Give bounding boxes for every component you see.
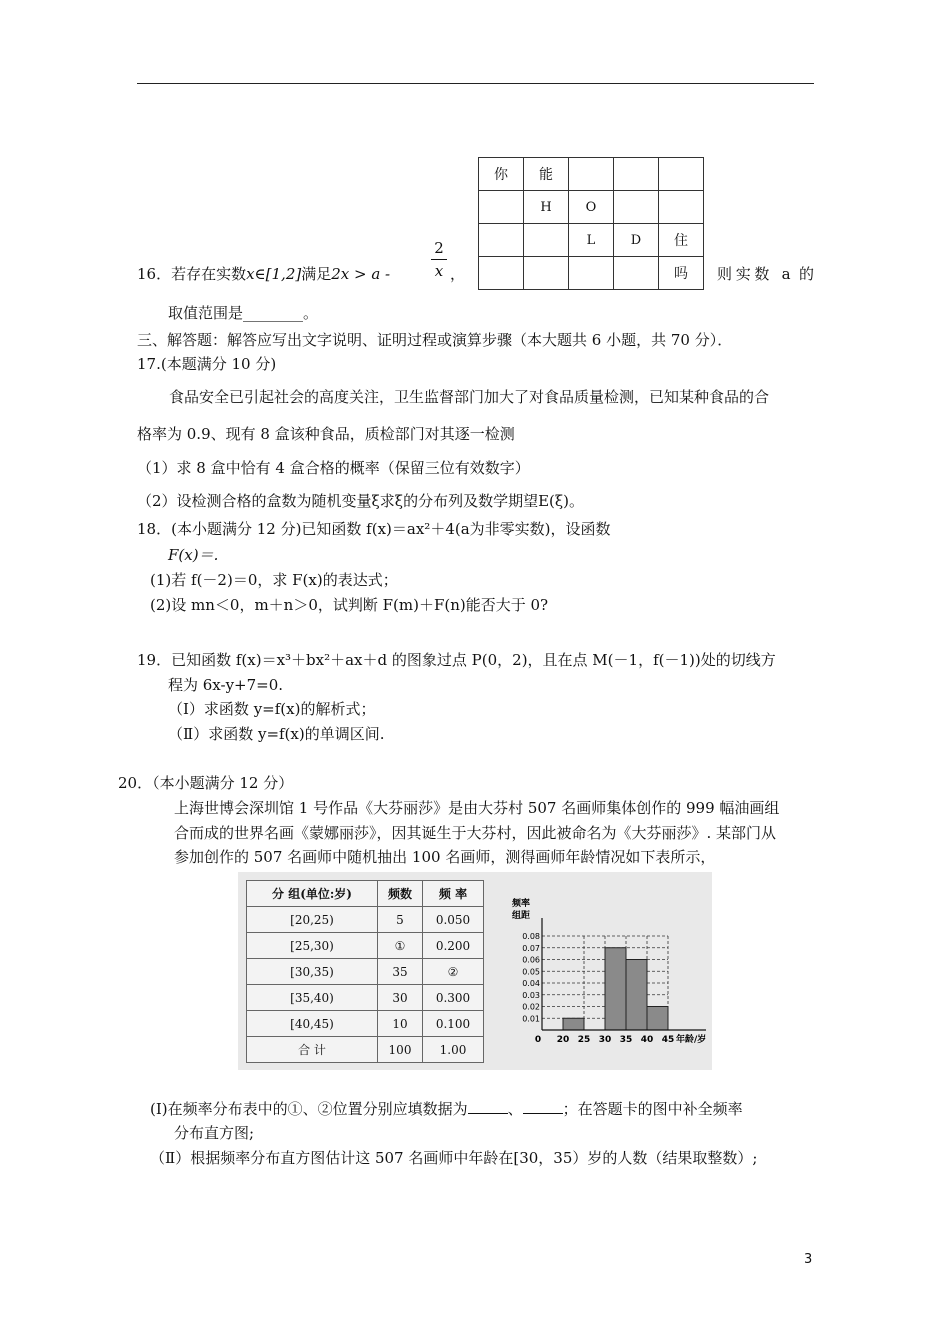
table-cell: ②	[423, 959, 484, 985]
y-tick-label: 0.05	[522, 967, 540, 977]
table-cell: [20,25)	[247, 907, 378, 933]
table-cell: 0.050	[423, 907, 484, 933]
y-axis-label: 频率	[512, 899, 531, 909]
table-cell: [25,30)	[247, 933, 378, 959]
table-row	[247, 907, 484, 933]
histogram-bar	[605, 948, 626, 1030]
x-tick-label: 40	[640, 1035, 654, 1045]
x-tick-label: 30	[598, 1035, 612, 1045]
y-tick-label: 0.03	[522, 990, 540, 1000]
grid-cell: 吗	[659, 257, 704, 290]
q19-sub2: （Ⅱ）求函数 y=f(x)的单调区间.	[168, 725, 385, 743]
grid-cell	[614, 257, 659, 290]
grid-cell	[569, 158, 614, 191]
q16-fraction	[431, 239, 447, 280]
table-cell: 35	[378, 959, 423, 985]
grid-cell: O	[569, 191, 614, 224]
table-header-cell: 频数	[378, 881, 423, 907]
grid-cell	[659, 191, 704, 224]
frac-numerator: 2	[434, 239, 444, 257]
q20-sub1-cont: 分布直方图;	[174, 1124, 255, 1142]
grid-cell	[614, 158, 659, 191]
frequency-table	[246, 880, 484, 1063]
y-tick-label: 0.04	[522, 979, 540, 988]
table-header-cell: 分 组(单位:岁)	[247, 881, 378, 907]
grid-cell	[524, 257, 569, 290]
table-row	[247, 933, 484, 959]
q18-sub1: (1)若 f(－2)＝0，求 F(x)的表达式；	[150, 571, 398, 589]
table-header-cell: 频 率	[423, 881, 484, 907]
table-row	[247, 985, 484, 1011]
table-cell: [40,45)	[247, 1011, 378, 1037]
figure-panel	[238, 872, 712, 1070]
table-row	[247, 1037, 484, 1063]
table-cell: 0.100	[423, 1011, 484, 1037]
y-tick-label: 0.01	[522, 1014, 540, 1024]
table-cell: 合 计	[247, 1037, 378, 1063]
table-cell: ①	[378, 933, 423, 959]
x-tick-label: 0	[534, 1035, 542, 1045]
grid-cell: L	[569, 224, 614, 257]
table-cell: 100	[378, 1037, 423, 1063]
y-tick-label: 0.08	[522, 932, 540, 941]
q18-heading: 18．(本小题满分 12 分)已知函数 f(x)＝ax²＋4(a为非零实数)，设函数	[137, 520, 611, 538]
x-axis-label: 年龄/岁	[676, 1035, 707, 1045]
grid-cell: 能	[524, 158, 569, 191]
histogram-bar	[647, 1007, 668, 1031]
answer-blank-2[interactable]	[523, 1099, 563, 1114]
table-cell: 0.200	[423, 933, 484, 959]
q17-para1: 食品安全已引起社会的高度关注，卫生监督部门加大了对食品质量检测，已知某种食品的合	[169, 388, 770, 406]
q18-definition: F(x)＝.	[168, 546, 219, 564]
grid-cell	[479, 191, 524, 224]
table-cell: 30	[378, 985, 423, 1011]
q19-line1: 19．已知函数 f(x)＝x³＋bx²＋ax＋d 的图象过点 P(0，2)，且在点 M(－1，f(－1))处的切线方	[137, 651, 776, 669]
grid-cell	[569, 257, 614, 290]
q20-para3: 参加创作的 507 名画师中随机抽出 100 名画师，测得画师年龄情况如下表所示，	[174, 848, 716, 866]
grid-cell	[614, 191, 659, 224]
q17-para2: 格率为 0.9、现有 8 盒该种食品，质检部门对其逐一检测	[137, 425, 515, 443]
x-tick-label: 25	[577, 1035, 591, 1045]
grid-cell: H	[524, 191, 569, 224]
q20-para1: 上海世博会深圳馆 1 号作品《大芬丽莎》是由大芬村 507 名画师集体创作的 999 幅油画组	[174, 799, 780, 817]
table-cell: 5	[378, 907, 423, 933]
x-tick-label: 45	[661, 1035, 675, 1045]
table-cell: 0.300	[423, 985, 484, 1011]
table-cell: [30,35)	[247, 959, 378, 985]
q16-comma: ，	[450, 265, 466, 283]
page-number: 3	[804, 1252, 813, 1267]
histogram-bar	[626, 960, 647, 1031]
q16-line1: 16．若存在实数x∈[1,2]满足2x > a -	[137, 265, 391, 283]
q20-sub1: (Ⅰ)在频率分布表中的①、②位置分别应填数据为 、 ；在答题卡的图中补全频率	[150, 1100, 743, 1118]
table-cell: 10	[378, 1011, 423, 1037]
table-row	[247, 1011, 484, 1037]
x-tick-label: 35	[619, 1035, 633, 1045]
header-rule	[137, 83, 814, 84]
frac-denominator: x	[434, 262, 444, 280]
grid-cell	[524, 224, 569, 257]
y-tick-label: 0.06	[522, 955, 540, 965]
answer-blank-1[interactable]	[468, 1099, 508, 1114]
q16-tail: 则实数 a 的	[717, 265, 814, 283]
histogram	[500, 876, 710, 1066]
q20-sub2: （Ⅱ）根据频率分布直方图估计这 507 名画师中年龄在[30，35）岁的人数（结果取整数）;	[150, 1149, 758, 1167]
y-axis-label: 组距	[512, 911, 531, 921]
q17-sub2: （2）设检测合格的盒数为随机变量ξ求ξ的分布列及数学期望E(ξ)。	[137, 492, 584, 510]
q19-line2: 程为 6x-y+7=0.	[168, 676, 284, 694]
grid-cell: 你	[479, 158, 524, 191]
table-cell: [35,40)	[247, 985, 378, 1011]
grid-cell: 住	[659, 224, 704, 257]
q18-sub2: (2)设 mn＜0，m＋n＞0，试判断 F(m)＋F(n)能否大于 0?	[150, 596, 549, 614]
q16-line2: 取值范围是________。	[168, 304, 319, 322]
histogram-bar	[563, 1018, 584, 1030]
q20-para2: 合而成的世界名画《蒙娜丽莎》，因其诞生于大芬村，因此被命名为《大芬丽莎》. 某部门从	[174, 824, 777, 842]
x-tick-label: 20	[556, 1035, 570, 1045]
section3-heading: 三、解答题：解答应写出文字说明、证明过程或演算步骤（本大题共 6 小题，共 70 分）．	[137, 331, 733, 349]
y-tick-label: 0.07	[522, 943, 540, 953]
grid-cell: D	[614, 224, 659, 257]
y-tick-label: 0.02	[522, 1002, 540, 1012]
letter-grid	[478, 157, 704, 290]
grid-cell	[479, 224, 524, 257]
table-header-row	[247, 881, 484, 907]
q17-sub1: （1）求 8 盒中恰有 4 盒合格的概率（保留三位有效数字）	[137, 459, 530, 477]
grid-cell	[479, 257, 524, 290]
table-row	[247, 959, 484, 985]
q19-sub1: （Ⅰ）求函数 y=f(x)的解析式；	[168, 700, 376, 718]
table-cell: 1.00	[423, 1037, 484, 1063]
q17-heading: 17.(本题满分 10 分)	[137, 355, 277, 373]
grid-cell	[659, 158, 704, 191]
q20-heading: 20．（本小题满分 12 分）	[118, 774, 294, 792]
